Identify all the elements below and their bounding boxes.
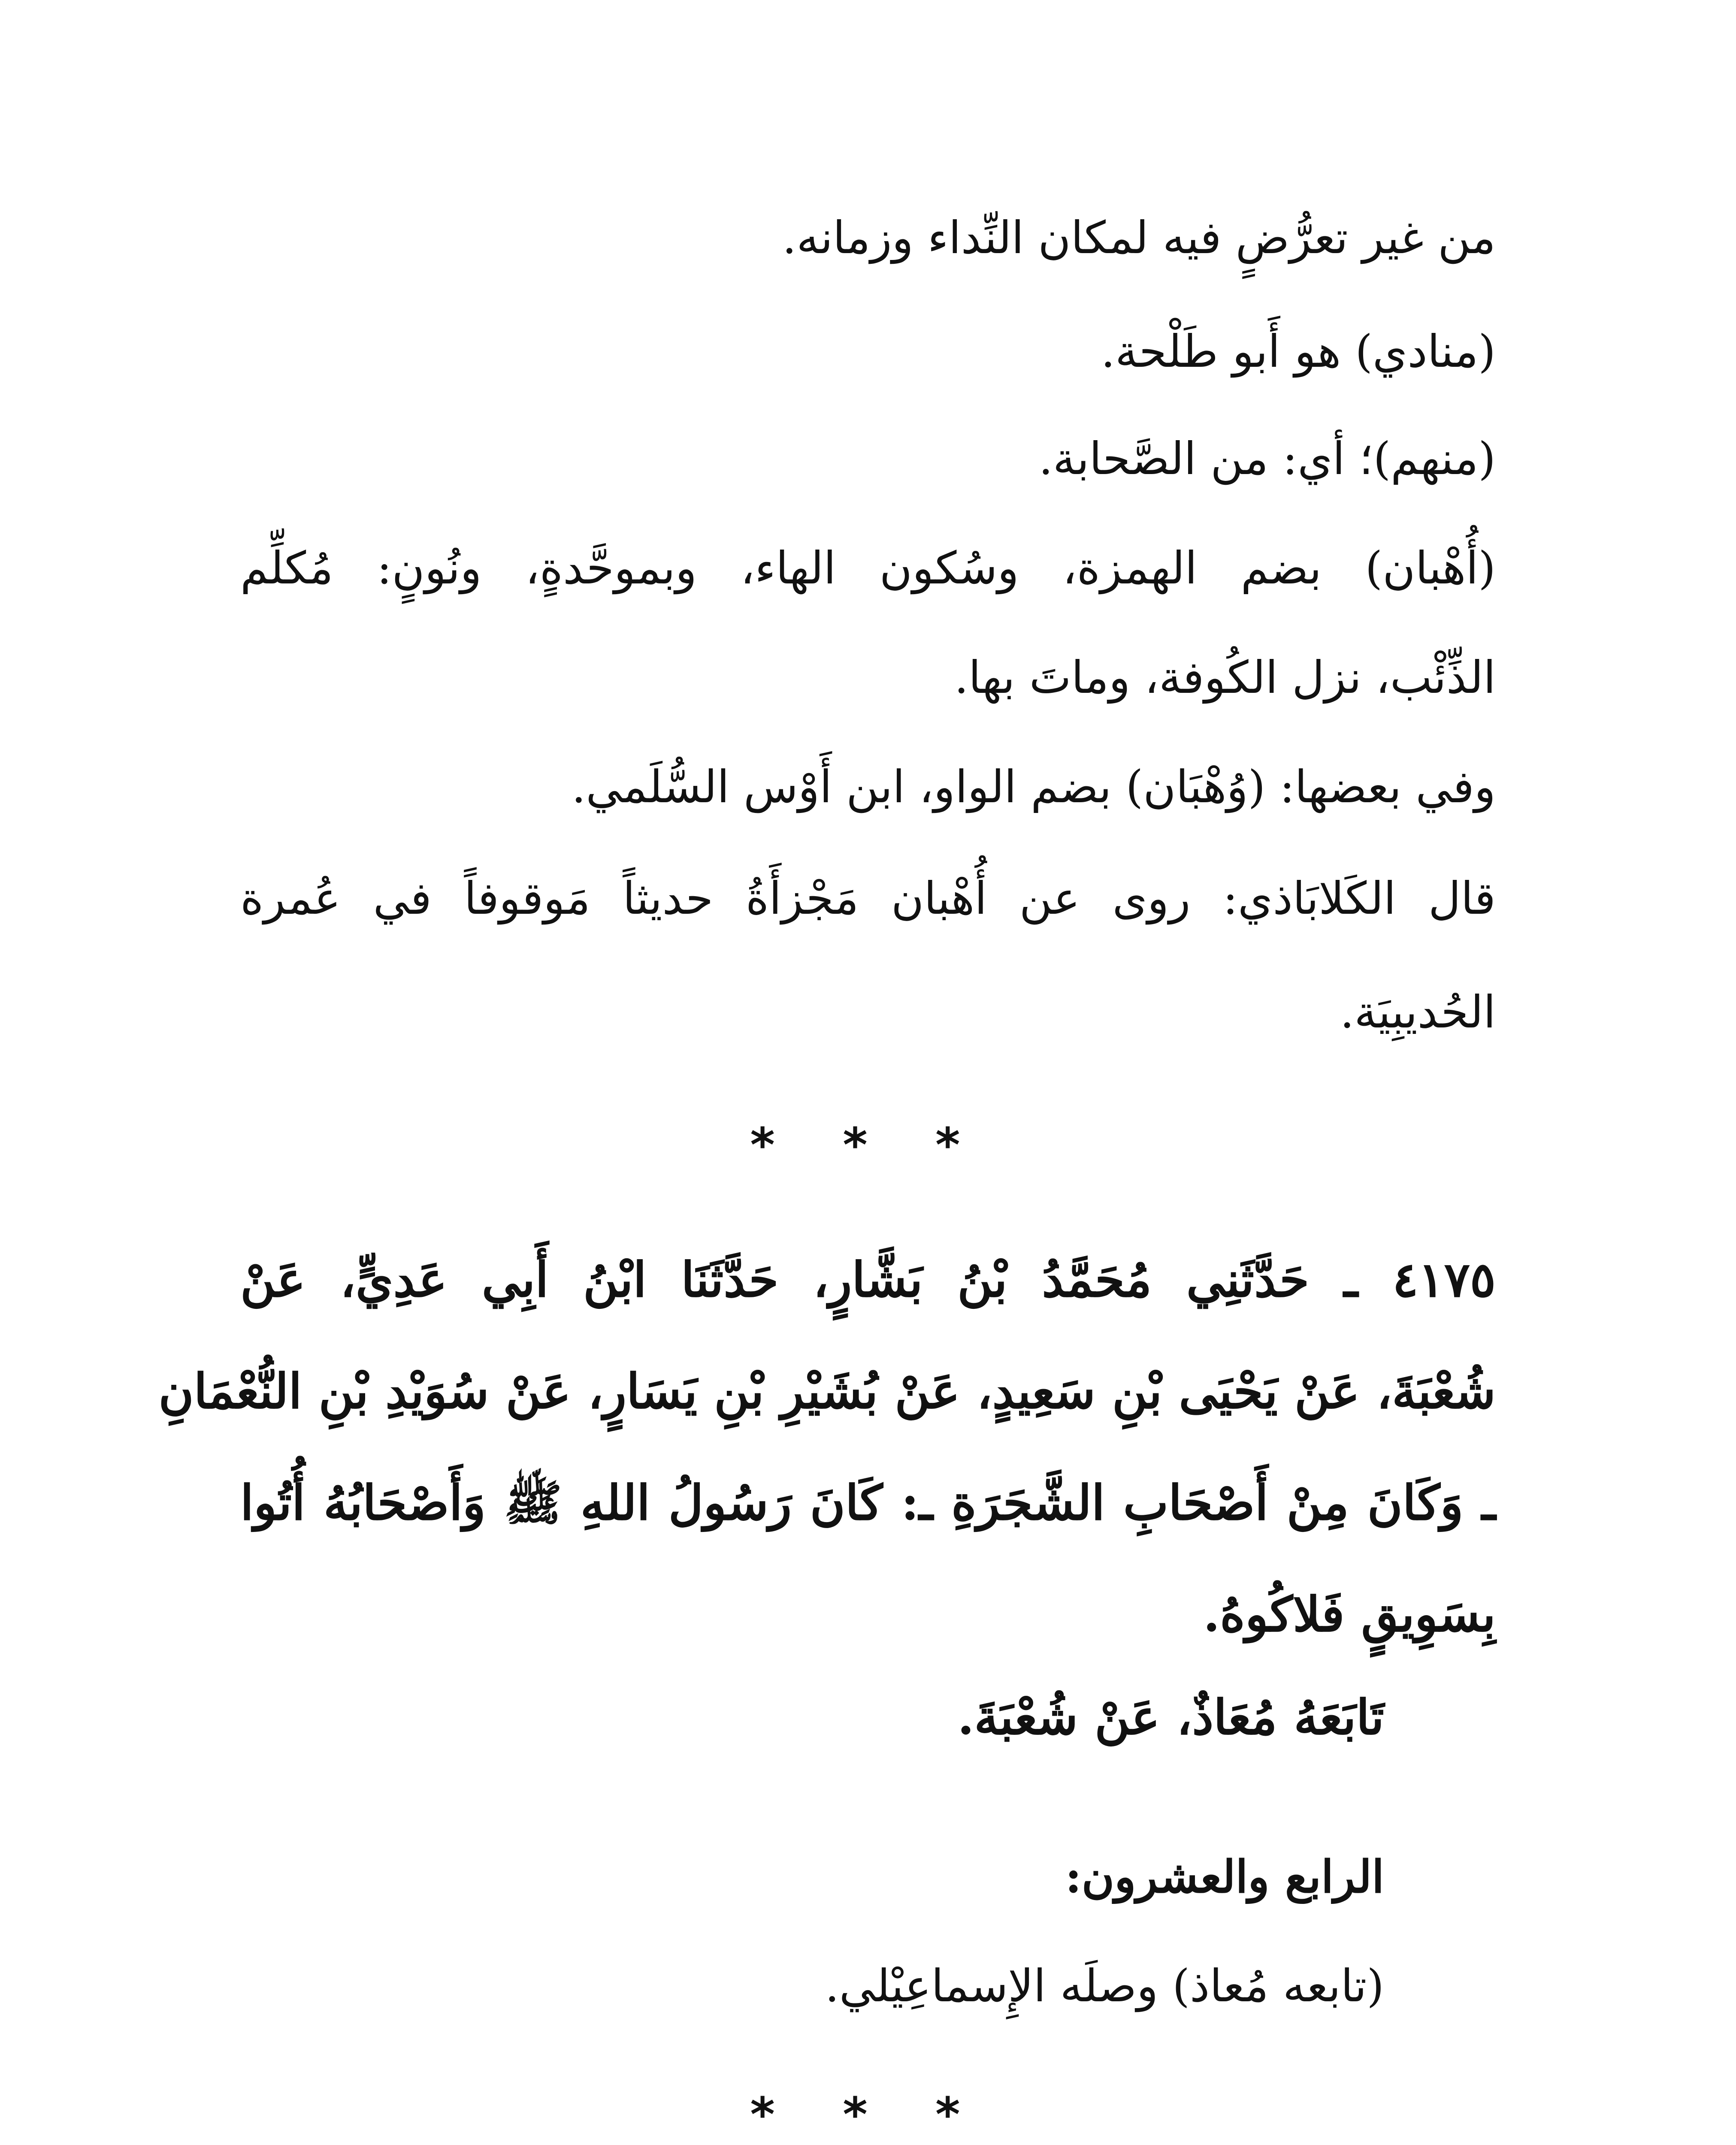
hadith-line-3: ـ وَكَانَ مِنْ أَصْحَابِ الشَّجَرَةِ ـ: كَانَ رَسُولُ اللهِ ﷺ وَأَصْحَابُهُ أُتُوا <box>240 1475 1496 1531</box>
commentary-line-8: الحُديبِيَة. <box>1340 986 1496 1038</box>
hadith-line-4: بِسَوِيقٍ فَلاكُوهُ. <box>1203 1586 1496 1643</box>
commentary-line-4: (أُهْبان) بضم الهمزة، وسُكون الهاء، وبموحَّدةٍ، ونُونٍ: مُكلِّم <box>240 542 1496 594</box>
hadith-line-5: تَابَعَهُ مُعَاذٌ، عَنْ شُعْبَةَ. <box>957 1689 1384 1746</box>
commentary-line-5: الذِّئْب، نزل الكُوفة، وماتَ بها. <box>954 651 1496 704</box>
commentary-line-1: من غير تعرُّضٍ فيه لمكان النِّداء وزمانه. <box>782 211 1496 264</box>
commentary-line-2: (منادي) هو أَبو طَلْحة. <box>1101 325 1496 378</box>
commentary-line-6: وفي بعضها: (وُهْبَان) بضم الواو، ابن أَوْس السُّلَمي. <box>572 761 1496 813</box>
section-separator: * * * <box>750 1118 986 1172</box>
commentary-line-9: (تابعه مُعاذ) وصلَه الإِسماعِيْلي. <box>825 1960 1384 2012</box>
hadith-line-1: ٤١٧٥ ـ حَدَّثَنِي مُحَمَّدُ بْنُ بَشَّارٍ، حَدَّثَنَا ابْنُ أَبِي عَدِيٍّ، عَنْ <box>240 1252 1496 1308</box>
commentary-line-7: قال الكَلابَاذي: روى عن أُهْبان مَجْزأَةُ حديثاً مَوقوفاً في عُمرة <box>240 872 1496 924</box>
hadith-line-2: شُعْبَةَ، عَنْ يَحْيَى بْنِ سَعِيدٍ، عَنْ بُشَيْرِ بْنِ يَسَارٍ، عَنْ سُوَيْدِ بْنِ النُّعْمَانِ <box>158 1363 1496 1420</box>
section-separator: * * * <box>750 2087 986 2142</box>
commentary-heading: الرابع والعشرون: <box>1065 1850 1384 1903</box>
commentary-line-3: (منهم)؛ أي: من الصَّحابة. <box>1038 432 1496 485</box>
